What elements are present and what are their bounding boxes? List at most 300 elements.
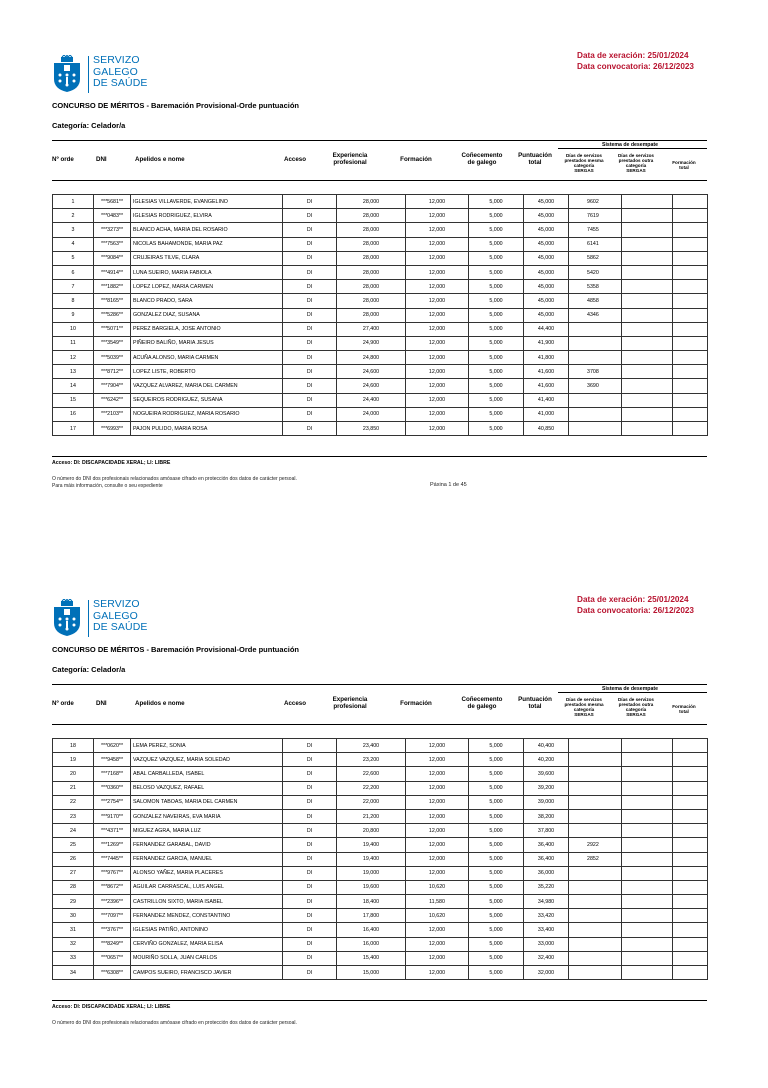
cell-galego: 5,000 [469,379,524,393]
dias-outra-line1: Días de servizos [617,697,654,702]
cell-galego: 5,000 [469,223,524,237]
document-title: CONCURSO DE MÉRITOS - Baremación Provisional-Orde puntuación [52,645,299,654]
cell-formacion: 12,000 [406,739,469,753]
dias-mesma-line3: categoría [573,163,595,168]
cell-dni: ***4914** [94,265,131,279]
col-header-dias-mesma [557,697,611,717]
cell-total: 36,400 [524,838,569,852]
table-row [53,237,708,251]
cell-formacion: 12,000 [406,838,469,852]
cell-experiencia: 16,400 [337,923,406,937]
table-row [53,195,708,209]
cell-orde: 21 [53,781,94,795]
cell-galego: 5,000 [469,909,524,923]
cell-acceso: DI [283,838,337,852]
cell-formacion: 12,000 [406,336,469,350]
cell-nome: LUNA SUEIRO, MARIA FABIOLA [131,265,283,279]
table-row [53,795,708,809]
cell-total: 33,420 [524,909,569,923]
call-date: Data convocatoria: 26/12/2023 [577,605,694,615]
cell-galego: 5,000 [469,753,524,767]
cell-galego: 5,000 [469,795,524,809]
table-row [53,251,708,265]
table-row [53,895,708,909]
cell-acceso: DI [283,223,337,237]
cell-dni: ***3549** [94,336,131,350]
cell-formacion: 10,620 [406,909,469,923]
cell-dias-mesma [569,923,622,937]
cell-total: 41,600 [524,379,569,393]
cell-formacion-total [673,393,708,407]
cell-experiencia: 28,000 [337,308,406,322]
cell-total: 45,000 [524,209,569,223]
col-header-experiencia-line2: profesional [333,703,367,710]
cell-formacion: 12,000 [406,753,469,767]
cell-nome: VAZQUEZ VAZQUEZ, MARIA SOLEDAD [131,753,283,767]
cell-dias-mesma [569,322,622,336]
cell-dni: ***5681** [94,195,131,209]
cell-formacion-total [673,809,708,823]
logo-line-2: GALEGO [93,609,138,622]
cell-galego: 5,000 [469,767,524,781]
cell-dias-outra [622,322,673,336]
generation-date: Data de xeración: 25/01/2024 [577,595,689,604]
dias-outra-line4: SERGAS [626,168,646,173]
cell-total: 41,800 [524,351,569,365]
cell-nome: FERNANDEZ GARCIA, MANUEL [131,852,283,866]
cell-nome: SALOMON TABOAS, MARIA DEL CARMEN [131,795,283,809]
cell-dni: ***6242** [94,393,131,407]
sergas-logo [52,599,172,639]
cell-dni: ***2103** [94,407,131,421]
cell-nome: CASTRILLON SIXTO, MARIA ISABEL [131,895,283,909]
cell-experiencia: 23,400 [337,739,406,753]
cell-dias-mesma: 2852 [569,852,622,866]
cell-dias-mesma: 3690 [569,379,622,393]
cell-galego: 5,000 [469,351,524,365]
cell-orde: 3 [53,223,94,237]
col-header-galego-line2: de galego [467,703,497,710]
cell-dni: ***5071** [94,322,131,336]
cell-galego: 5,000 [469,880,524,894]
cell-acceso: DI [283,909,337,923]
col-header-experiencia-line1: Experiencia [332,152,368,159]
cell-dias-mesma [569,951,622,965]
table-row [53,280,708,294]
col-header-dias-outra [610,697,662,717]
cell-galego: 5,000 [469,966,524,980]
cell-dni: ***8672** [94,880,131,894]
cell-formacion-total [673,767,708,781]
cell-dni: ***0483** [94,209,131,223]
cell-dias-outra [622,379,673,393]
logo-wordmark [93,599,147,634]
cell-total: 44,400 [524,322,569,336]
cell-galego: 5,000 [469,393,524,407]
cell-formacion: 12,000 [406,294,469,308]
sergas-logo [52,55,172,95]
cell-acceso: DI [283,966,337,980]
cell-orde: 28 [53,880,94,894]
cell-formacion-total [673,795,708,809]
col-header-experiencia-line1: Experiencia [332,696,368,703]
logo-line-1: SERVIZO [93,598,140,610]
dias-outra-line3: categoría [625,163,647,168]
cell-experiencia: 15,400 [337,951,406,965]
cell-acceso: DI [283,895,337,909]
header-top-rule [52,140,707,141]
col-header-orde: Nº orde [52,156,74,163]
cell-formacion-total [673,237,708,251]
cell-dni: ***1269** [94,838,131,852]
cell-dni: ***3273** [94,223,131,237]
cell-experiencia: 24,600 [337,379,406,393]
logo-line-3: DE SAÚDE [93,621,148,633]
cell-dias-outra [622,336,673,350]
cell-galego: 5,000 [469,923,524,937]
col-header-puntuacion-line2: total [528,703,542,710]
cell-formacion-total [673,223,708,237]
col-header-puntuacion [512,696,558,710]
cell-formacion-total [673,739,708,753]
cell-formacion-total [673,838,708,852]
cell-formacion-total [673,209,708,223]
cell-galego: 5,000 [469,824,524,838]
cell-dias-outra [622,937,673,951]
cell-orde: 30 [53,909,94,923]
cell-galego: 5,000 [469,422,524,436]
cell-experiencia: 24,900 [337,336,406,350]
cell-total: 45,000 [524,223,569,237]
cell-experiencia: 28,000 [337,265,406,279]
dias-mesma-line2: prestados mesma [564,702,604,707]
cell-galego: 5,000 [469,280,524,294]
cell-galego: 5,000 [469,895,524,909]
cell-total: 39,000 [524,795,569,809]
cell-acceso: DI [283,407,337,421]
cell-dni: ***0620** [94,739,131,753]
cell-acceso: DI [283,880,337,894]
table-row [53,852,708,866]
cell-experiencia: 28,000 [337,294,406,308]
cell-orde: 26 [53,852,94,866]
cell-dias-mesma [569,393,622,407]
logo-line-2: GALEGO [93,65,138,78]
cell-formacion-total [673,880,708,894]
cell-total: 38,200 [524,809,569,823]
cell-acceso: DI [283,322,337,336]
cell-dias-mesma: 5420 [569,265,622,279]
call-date: Data convocatoria: 26/12/2023 [577,61,694,71]
cell-galego: 5,000 [469,209,524,223]
col-header-formacion: Formación [400,156,432,163]
cell-dias-mesma [569,407,622,421]
cell-acceso: DI [283,753,337,767]
cell-nome: ACUÑA ALONSO, MARIA CARMEN [131,351,283,365]
cell-dias-outra [622,209,673,223]
table-row [53,265,708,279]
footer-rule [52,456,707,457]
col-header-galego-line1: Coñecemento [461,152,503,159]
cell-orde: 31 [53,923,94,937]
cell-acceso: DI [283,866,337,880]
table-row [53,379,708,393]
cell-dias-mesma: 2922 [569,838,622,852]
cell-dni: ***0360** [94,781,131,795]
cell-formacion: 12,000 [406,767,469,781]
cell-formacion-total [673,909,708,923]
table-row [53,909,708,923]
cell-acceso: DI [283,237,337,251]
cell-formacion: 12,000 [406,308,469,322]
cell-formacion: 12,000 [406,937,469,951]
cell-formacion-total [673,923,708,937]
cell-experiencia: 22,000 [337,795,406,809]
results-table [52,738,708,980]
cell-dias-outra [622,195,673,209]
tiebreak-header: Sistema de desempate [602,142,658,148]
col-header-orde: Nº orde [52,700,74,707]
cell-galego: 5,000 [469,308,524,322]
footer-rule [52,1000,707,1001]
dias-outra-line1: Días de servizos [617,153,654,158]
cell-total: 45,000 [524,237,569,251]
cell-galego: 5,000 [469,365,524,379]
cell-formacion-total [673,365,708,379]
cell-dias-outra [622,308,673,322]
cell-total: 32,000 [524,966,569,980]
cell-formacion: 12,000 [406,393,469,407]
cell-acceso: DI [283,422,337,436]
cell-formacion-total [673,280,708,294]
cell-dias-mesma [569,895,622,909]
dias-outra-line2: prestados outra [618,702,654,707]
cell-dias-outra [622,223,673,237]
cell-acceso: DI [283,852,337,866]
table-row [53,923,708,937]
cell-orde: 10 [53,322,94,336]
cell-dias-outra [622,909,673,923]
cell-orde: 17 [53,422,94,436]
cell-dias-outra [622,866,673,880]
cell-dias-mesma [569,966,622,980]
cell-dni: ***9458** [94,753,131,767]
cell-dias-mesma [569,880,622,894]
table-row [53,294,708,308]
cell-orde: 20 [53,767,94,781]
cell-nome: ABAL CARBALLEDA, ISABEL [131,767,283,781]
results-table [52,194,708,436]
cell-experiencia: 19,000 [337,866,406,880]
cell-dias-mesma: 6141 [569,237,622,251]
header-bottom-rule [52,180,707,181]
cell-nome: CRUJEIRAS TILVE, CLARA [131,251,283,265]
cell-formacion: 12,000 [406,795,469,809]
cell-nome: PAJON PULIDO, MARIA ROSA [131,422,283,436]
cell-orde: 32 [53,937,94,951]
cell-orde: 7 [53,280,94,294]
cell-nome: IGLESIAS RODRIGUEZ, ELVIRA [131,209,283,223]
cell-galego: 5,000 [469,866,524,880]
cell-dias-mesma: 5358 [569,280,622,294]
cell-dias-outra [622,294,673,308]
col-header-galego-line1: Coñecemento [461,696,503,703]
cell-total: 41,000 [524,407,569,421]
col-header-puntuacion-line1: Puntuación [518,152,552,159]
table-row [53,809,708,823]
cell-experiencia: 23,850 [337,422,406,436]
cell-nome: PIÑEIRO BALIÑO, MARIA JESUS [131,336,283,350]
cell-acceso: DI [283,923,337,937]
cell-formacion: 12,000 [406,322,469,336]
cell-formacion-total [673,336,708,350]
col-header-galego [454,696,510,710]
cell-acceso: DI [283,195,337,209]
dias-mesma-line1: Días de servizos [565,697,602,702]
cell-orde: 25 [53,838,94,852]
cell-nome: PEREZ BARGIELA, JOSE ANTONIO [131,322,283,336]
cell-galego: 5,000 [469,294,524,308]
cell-formacion-total [673,265,708,279]
cell-formacion-total [673,781,708,795]
cell-experiencia: 24,800 [337,351,406,365]
cell-galego: 5,000 [469,336,524,350]
cell-formacion: 12,000 [406,265,469,279]
cell-experiencia: 24,400 [337,393,406,407]
cell-total: 34,980 [524,895,569,909]
tiebreak-header: Sistema de desempate [602,686,658,692]
cell-formacion-total [673,753,708,767]
cell-dni: ***7097** [94,909,131,923]
cell-formacion: 12,000 [406,781,469,795]
cell-formacion-total [673,866,708,880]
page-number: Páxina 1 de 45 [430,482,467,488]
cell-acceso: DI [283,739,337,753]
col-header-dni: DNI [96,156,107,163]
col-header-experiencia-line2: profesional [333,159,367,166]
cell-nome: BLANCO ACHA, MARIA DEL ROSARIO [131,223,283,237]
cell-nome: SEQUEIROS RODRIGUEZ, SUSANA [131,393,283,407]
cell-experiencia: 23,200 [337,753,406,767]
table-row [53,880,708,894]
cell-dias-mesma [569,781,622,795]
cell-dni: ***1882** [94,280,131,294]
cell-acceso: DI [283,809,337,823]
cell-total: 45,000 [524,308,569,322]
cell-experiencia: 22,600 [337,767,406,781]
cell-dni: ***9084** [94,251,131,265]
cell-experiencia: 16,000 [337,937,406,951]
cell-dias-outra [622,265,673,279]
cell-experiencia: 18,400 [337,895,406,909]
cell-dni: ***8249** [94,937,131,951]
cell-experiencia: 28,000 [337,195,406,209]
cell-experiencia: 19,400 [337,838,406,852]
table-row [53,336,708,350]
cell-nome: GONZALEZ DIAZ, SUSANA [131,308,283,322]
cell-dias-outra [622,351,673,365]
cell-experiencia: 19,400 [337,852,406,866]
cell-dias-outra [622,852,673,866]
cell-nome: CAMPOS SUEIRO, FRANCISCO JAVIER [131,966,283,980]
col-header-acceso: Acceso [283,156,306,163]
cell-formacion: 12,000 [406,951,469,965]
cell-dias-outra [622,251,673,265]
cell-nome: LOPEZ LOPEZ, MARIA CARMEN [131,280,283,294]
cell-formacion: 12,000 [406,223,469,237]
cell-acceso: DI [283,937,337,951]
privacy-note: O número do DNI dos profesionais relacionados amósase cifrado en protección dos datos de carácter persoal. [52,476,297,482]
cell-formacion: 12,000 [406,809,469,823]
table-row [53,866,708,880]
cell-orde: 34 [53,966,94,980]
cell-galego: 5,000 [469,237,524,251]
cell-acceso: DI [283,767,337,781]
cell-experiencia: 27,400 [337,322,406,336]
table-row [53,351,708,365]
cell-nome: ALONSO YAÑEZ, MARIA PLACERES [131,866,283,880]
cell-acceso: DI [283,365,337,379]
col-header-dias-outra [610,153,662,173]
cell-dias-mesma: 4346 [569,308,622,322]
cell-acceso: DI [283,824,337,838]
cell-acceso: DI [283,379,337,393]
cell-total: 36,400 [524,852,569,866]
cell-orde: 9 [53,308,94,322]
cell-orde: 16 [53,407,94,421]
cell-nome: FERNANDEZ GARABAL, DAVID [131,838,283,852]
table-row [53,951,708,965]
col-header-galego-line2: de galego [467,159,497,166]
cell-dni: ***6308** [94,966,131,980]
col-header-puntuacion [512,152,558,166]
cell-total: 41,900 [524,336,569,350]
cell-total: 40,200 [524,753,569,767]
cell-orde: 18 [53,739,94,753]
cell-total: 41,600 [524,365,569,379]
cell-acceso: DI [283,251,337,265]
cell-galego: 5,000 [469,251,524,265]
cell-orde: 4 [53,237,94,251]
acceso-legend: Acceso: DI: DISCAPACIDADE XERAL; LI: LIBRE [52,460,171,466]
cell-total: 41,400 [524,393,569,407]
table-row [53,407,708,421]
cell-dni: ***2396** [94,895,131,909]
dias-outra-line2: prestados outra [618,158,654,163]
cell-total: 33,000 [524,937,569,951]
cell-nome: CERVIÑO GONZALEZ, MARIA ELISA [131,937,283,951]
table-row [53,308,708,322]
cell-orde: 14 [53,379,94,393]
cell-nome: VAZQUEZ ALVAREZ, MARIA DEL CARMEN [131,379,283,393]
cell-dni: ***7168** [94,767,131,781]
logo-divider [88,56,89,93]
cell-galego: 5,000 [469,852,524,866]
cell-orde: 24 [53,824,94,838]
cell-total: 32,400 [524,951,569,965]
cell-nome: LEMA PEREZ, SONIA [131,739,283,753]
cell-dni: ***7563** [94,237,131,251]
cell-acceso: DI [283,795,337,809]
category-label: Categoría: Celador/a [52,665,126,674]
table-row [53,781,708,795]
cell-galego: 5,000 [469,781,524,795]
cell-formacion: 12,000 [406,824,469,838]
formacion-total-line2: total [679,165,689,170]
cell-total: 45,000 [524,251,569,265]
cell-dni: ***0657** [94,951,131,965]
cell-experiencia: 28,000 [337,223,406,237]
